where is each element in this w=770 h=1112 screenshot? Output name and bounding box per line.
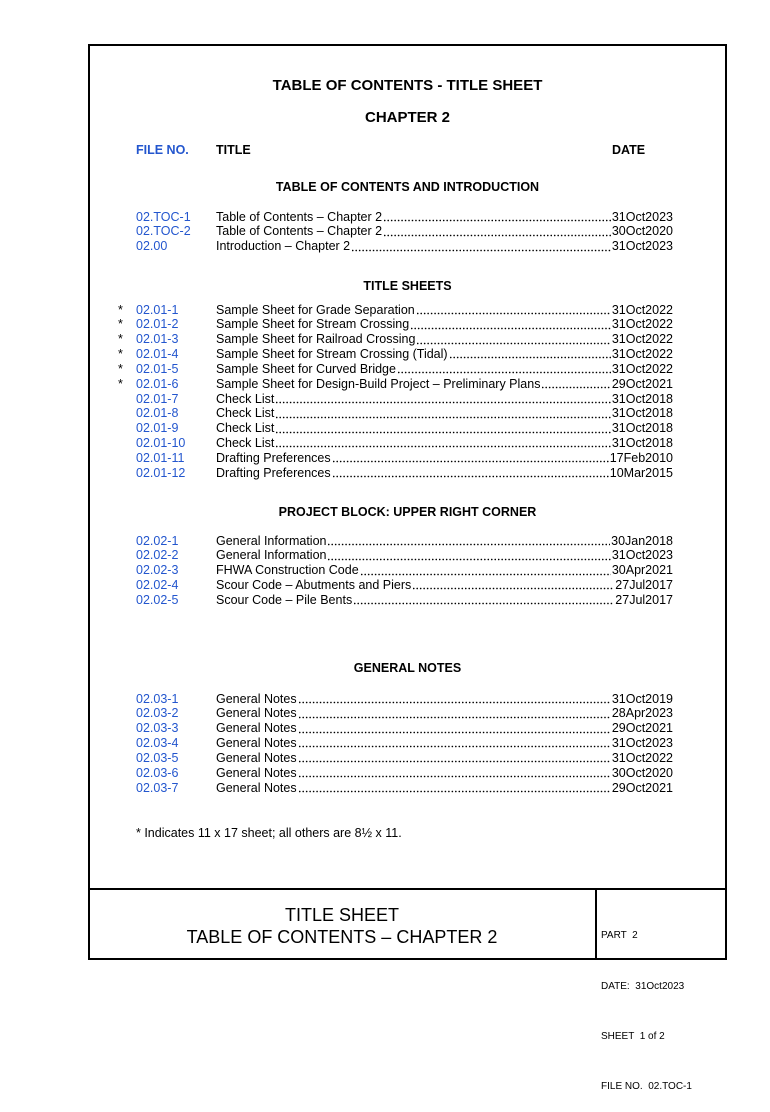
entry-title: General Notes: [216, 736, 297, 751]
entry-date: 31Oct2022: [611, 317, 673, 332]
dot-leader: [332, 466, 609, 481]
file-number-link[interactable]: 02.02-4: [136, 578, 179, 593]
entry-date: 31Oct2018: [611, 406, 673, 421]
file-number-link[interactable]: 02.03-6: [136, 765, 179, 780]
file-number-link[interactable]: 02.02-2: [136, 548, 179, 563]
entry-date: 29Oct2021: [611, 376, 673, 391]
entry-title: General Notes: [216, 780, 297, 795]
file-number-link[interactable]: 02.03-7: [136, 780, 179, 795]
entry-title: Sample Sheet for Curved Bridge: [216, 361, 396, 376]
entry-title: General Notes: [216, 691, 297, 706]
file-number-link[interactable]: 02.02-1: [136, 533, 179, 548]
entry-title: FHWA Construction Code: [216, 563, 359, 578]
dot-leader: [332, 451, 609, 466]
dot-leader: [383, 224, 611, 239]
toc-entry: [116, 578, 673, 593]
toc-entry: [116, 692, 673, 707]
entry-date: 31Oct2019: [611, 691, 673, 706]
entry-title: Table of Contents – Chapter 2: [216, 209, 383, 224]
entry-date: 31Oct2018: [611, 391, 673, 406]
title-block-title: TITLE SHEET: [284, 905, 400, 925]
column-header-date: DATE: [612, 142, 646, 157]
toc-entry: [116, 736, 673, 751]
dot-leader: [298, 692, 611, 707]
entry-date: 30Oct2020: [611, 765, 673, 780]
toc-entry: [116, 392, 673, 407]
dot-leader: [416, 332, 610, 347]
file-number-link[interactable]: 02.01-7: [136, 391, 179, 406]
entry-title: Sample Sheet for Stream Crossing: [216, 317, 410, 332]
entry-title: General Notes: [216, 706, 297, 721]
dot-leader: [327, 534, 610, 549]
dot-leader: [416, 303, 611, 318]
dot-leader: [298, 706, 611, 721]
entry-date: 30Apr2021: [611, 563, 673, 578]
toc-entry: [116, 534, 673, 549]
title-block-sheet: SHEET 1 of 2: [601, 1030, 665, 1042]
dot-leader: [353, 593, 614, 608]
file-number-link[interactable]: 02.01-2: [136, 317, 179, 332]
dot-leader: [298, 781, 611, 796]
entry-date: 17Feb2010: [609, 450, 673, 465]
section-heading: TABLE OF CONTENTS AND INTRODUCTION: [275, 179, 540, 194]
entry-title: Check List: [216, 421, 275, 436]
toc-entry-list: [116, 303, 673, 481]
entry-title: General Information: [216, 548, 327, 563]
toc-entry: [116, 421, 673, 436]
dot-leader: [397, 362, 611, 377]
entry-date: 28Apr2023: [611, 706, 673, 721]
dot-leader: [351, 239, 611, 254]
toc-entry: [116, 451, 673, 466]
toc-entry: [116, 466, 673, 481]
dot-leader: [298, 766, 611, 781]
toc-entry: [116, 377, 673, 392]
entry-title: Introduction – Chapter 2: [216, 239, 351, 254]
dot-leader: [412, 578, 614, 593]
dot-leader: [541, 377, 610, 392]
dot-leader: [298, 736, 611, 751]
oversize-sheet-marker: *: [118, 332, 123, 347]
section-heading: PROJECT BLOCK: UPPER RIGHT CORNER: [278, 504, 537, 519]
entry-date: 27Jul2017: [615, 592, 673, 607]
entry-title: Drafting Preferences: [216, 450, 331, 465]
entry-date: 31Oct2022: [611, 361, 673, 376]
toc-entry: [116, 706, 673, 721]
entry-date: 31Oct2023: [611, 736, 673, 751]
file-number-link[interactable]: 02.03-1: [136, 691, 179, 706]
dot-leader: [298, 721, 611, 736]
column-header-title: TITLE: [216, 142, 251, 157]
title-block-file-no: FILE NO. 02.TOC-1: [601, 1080, 692, 1092]
oversize-sheet-marker: *: [118, 361, 123, 376]
toc-entry: [116, 766, 673, 781]
toc-entry: [116, 210, 673, 225]
title-block-info: [601, 895, 692, 1112]
entry-date: 31Oct2022: [611, 332, 673, 347]
oversize-sheet-marker: *: [118, 302, 123, 317]
dot-leader: [383, 210, 611, 225]
toc-entry-list: [116, 534, 673, 608]
entry-title: General Notes: [216, 750, 297, 765]
dot-leader: [449, 347, 611, 362]
file-number-link[interactable]: 02.01-10: [136, 436, 186, 451]
file-number-link[interactable]: 02.01-9: [136, 421, 179, 436]
entry-title: Scour Code – Pile Bents: [216, 592, 353, 607]
entry-date: 31Oct2023: [611, 548, 673, 563]
entry-title: Sample Sheet for Design-Build Project – Preliminary Plans: [216, 376, 541, 391]
file-number-link[interactable]: 02.03-5: [136, 750, 179, 765]
oversize-sheet-marker: *: [118, 347, 123, 362]
entry-date: 31Oct2018: [611, 421, 673, 436]
entry-date: 31Oct2022: [611, 302, 673, 317]
entry-date: 31Oct2023: [611, 209, 673, 224]
file-number-link[interactable]: 02.01-1: [136, 302, 179, 317]
title-block-date: DATE: 31Oct2023: [601, 980, 685, 992]
entry-date: 31Oct2018: [611, 436, 673, 451]
file-number-link[interactable]: 02.01-12: [136, 465, 186, 480]
toc-entry-list: [116, 692, 673, 796]
column-header-file-no: FILE NO.: [136, 142, 189, 157]
toc-entry: [116, 548, 673, 563]
dot-leader: [360, 563, 611, 578]
dot-leader: [298, 751, 611, 766]
toc-entry: [116, 721, 673, 736]
dot-leader: [275, 392, 610, 407]
file-number-link[interactable]: 02.00: [136, 239, 168, 254]
toc-entry: [116, 332, 673, 347]
dot-leader: [275, 421, 610, 436]
title-block-part: PART 2: [601, 930, 638, 942]
entry-title: General Notes: [216, 765, 297, 780]
file-number-link[interactable]: 02.01-3: [136, 332, 179, 347]
toc-entry: [116, 406, 673, 421]
entry-title: Sample Sheet for Railroad Crossing: [216, 332, 416, 347]
section-heading: GENERAL NOTES: [353, 660, 462, 675]
footnote: * Indicates 11 x 17 sheet; all others are 8½ x 11.: [136, 825, 402, 840]
file-number-link[interactable]: 02.03-2: [136, 706, 179, 721]
entry-date: 29Oct2021: [611, 721, 673, 736]
toc-entry-list: [116, 210, 673, 255]
entry-title: Check List: [216, 436, 275, 451]
entry-title: Scour Code – Abutments and Piers: [216, 578, 412, 593]
title-block-subtitle: TABLE OF CONTENTS – CHAPTER 2: [186, 927, 498, 947]
toc-entry: [116, 751, 673, 766]
toc-entry: [116, 593, 673, 608]
file-number-link[interactable]: 02.01-11: [136, 450, 185, 465]
toc-entry: [116, 317, 673, 332]
document-title: TABLE OF CONTENTS - TITLE SHEET: [272, 77, 543, 94]
dot-leader: [275, 436, 610, 451]
file-number-link[interactable]: 02.TOC-1: [136, 209, 191, 224]
entry-title: Sample Sheet for Stream Crossing (Tidal): [216, 347, 448, 362]
toc-entry: [116, 224, 673, 239]
entry-date: 31Oct2023: [611, 239, 673, 254]
dot-leader: [327, 548, 610, 563]
entry-title: Table of Contents – Chapter 2: [216, 224, 383, 239]
entry-title: Check List: [216, 406, 275, 421]
file-number-link[interactable]: 02.01-8: [136, 406, 179, 421]
file-number-link[interactable]: 02.03-3: [136, 721, 179, 736]
toc-entry: [116, 781, 673, 796]
toc-entry: [116, 239, 673, 254]
oversize-sheet-marker: *: [118, 376, 123, 391]
entry-title: Check List: [216, 391, 275, 406]
chapter-title: CHAPTER 2: [364, 109, 450, 126]
dot-leader: [410, 317, 611, 332]
entry-title: Drafting Preferences: [216, 465, 331, 480]
toc-entry: [116, 563, 673, 578]
toc-entry: [116, 362, 673, 377]
entry-date: 31Oct2022: [611, 347, 673, 362]
entry-date: 10Mar2015: [609, 465, 673, 480]
entry-title: Sample Sheet for Grade Separation: [216, 302, 415, 317]
entry-date: 27Jul2017: [615, 578, 673, 593]
file-number-link[interactable]: 02.02-3: [136, 563, 179, 578]
entry-date: 31Oct2022: [611, 750, 673, 765]
entry-date: 29Oct2021: [611, 780, 673, 795]
file-number-link[interactable]: 02.01-6: [136, 376, 179, 391]
file-number-link[interactable]: 02.02-5: [136, 592, 179, 607]
toc-entry: [116, 303, 673, 318]
toc-entry: [116, 347, 673, 362]
oversize-sheet-marker: *: [118, 317, 123, 332]
section-heading: TITLE SHEETS: [363, 278, 452, 293]
entry-title: General Information: [216, 533, 327, 548]
dot-leader: [275, 406, 610, 421]
toc-entry: [116, 436, 673, 451]
entry-date: 30Oct2020: [611, 224, 673, 239]
entry-title: General Notes: [216, 721, 297, 736]
file-number-link[interactable]: 02.01-5: [136, 361, 179, 376]
title-block-divider: [88, 888, 727, 890]
file-number-link[interactable]: 02.01-4: [136, 347, 179, 362]
file-number-link[interactable]: 02.03-4: [136, 736, 179, 751]
file-number-link[interactable]: 02.TOC-2: [136, 224, 191, 239]
entry-date: 30Jan2018: [611, 533, 673, 548]
